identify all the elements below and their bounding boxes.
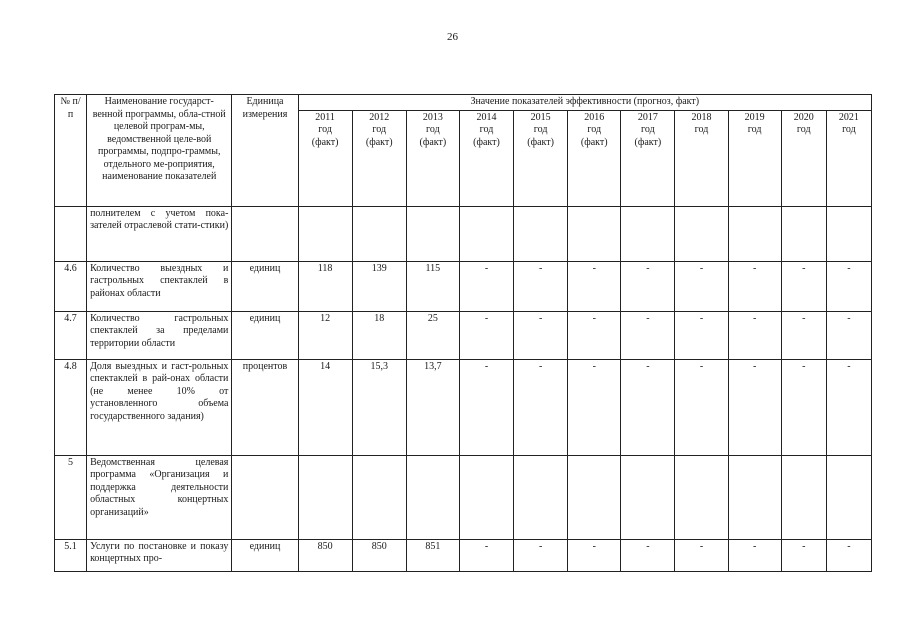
row-value-cell [352,206,406,261]
indicators-table [54,94,872,572]
row-value-cell: 14 [298,359,352,455]
row-value-cell: - [728,359,781,455]
row-value-cell [459,455,513,539]
row-value-cell: - [459,539,513,571]
row-value-cell: 25 [406,311,459,359]
row-value-cell: 115 [406,261,459,311]
header-year: 2017 год (факт) [621,110,675,206]
header-year: 2013 год (факт) [406,110,459,206]
row-value-cell [621,455,675,539]
row-value-cell [728,206,781,261]
row-unit: единиц [232,311,298,359]
row-value-cell: - [826,359,871,455]
row-value-cell: - [781,539,826,571]
row-value-cell: - [568,359,621,455]
row-value-cell: - [675,539,728,571]
row-unit: единиц [232,261,298,311]
row-value-cell: - [621,359,675,455]
row-value-cell: - [621,311,675,359]
header-year: 2019 год [728,110,781,206]
row-value-cell: - [675,311,728,359]
row-value-cell: - [514,311,568,359]
row-value-cell: - [826,539,871,571]
header-col-name: Наименование государст-венной программы, обла-стной целевой програм-мы, ведомственной целе-вой программы, подпро-граммы, отдельного ме-роприятия, наименование показателей [87,95,232,207]
row-number: 4.7 [55,311,87,359]
row-indicator-name: Услуги по постановке и показу концертных про- [87,539,232,571]
row-value-cell [514,206,568,261]
row-value-cell: 15,3 [352,359,406,455]
row-value-cell: - [568,539,621,571]
row-value-cell: - [728,311,781,359]
row-value-cell [459,206,513,261]
header-year: 2021 год [826,110,871,206]
row-value-cell [621,206,675,261]
row-number [55,206,87,261]
row-indicator-name: полнителем с учетом пока-зателей отраслевой стати-стики) [87,206,232,261]
header-year: 2018 год [675,110,728,206]
header-year: 2015 год (факт) [514,110,568,206]
table-row [55,455,872,539]
row-value-cell: - [826,261,871,311]
row-value-cell [568,206,621,261]
row-value-cell [781,455,826,539]
row-indicator-name: Количество выездных и гастрольных спектаклей в районах области [87,261,232,311]
row-value-cell: - [621,539,675,571]
row-value-cell: - [781,311,826,359]
table-row [55,359,872,455]
row-value-cell [568,455,621,539]
table-row [55,311,872,359]
row-value-cell [826,455,871,539]
row-value-cell: - [675,359,728,455]
row-value-cell [728,455,781,539]
row-value-cell: - [621,261,675,311]
row-value-cell: 850 [352,539,406,571]
header-values-group: Значение показателей эффективности (прогноз, факт) [298,95,871,111]
row-value-cell: 118 [298,261,352,311]
row-value-cell: - [781,359,826,455]
row-value-cell: - [728,261,781,311]
row-value-cell: - [781,261,826,311]
row-value-cell [675,455,728,539]
header-year: 2016 год (факт) [568,110,621,206]
row-unit [232,206,298,261]
row-value-cell [514,455,568,539]
row-value-cell: - [568,261,621,311]
table-row [55,261,872,311]
table-row [55,206,872,261]
row-value-cell [826,206,871,261]
row-value-cell: - [728,539,781,571]
header-year: 2014 год (факт) [459,110,513,206]
row-value-cell: - [514,359,568,455]
row-value-cell [406,455,459,539]
row-number: 4.6 [55,261,87,311]
row-value-cell: - [459,261,513,311]
row-value-cell: 850 [298,539,352,571]
header-col-unit: Единица измерения [232,95,298,207]
row-value-cell: - [826,311,871,359]
row-indicator-name: Количество гастрольных спектаклей за пределами территории области [87,311,232,359]
row-unit: единиц [232,539,298,571]
table-row [55,539,872,571]
row-number: 5 [55,455,87,539]
row-value-cell: 139 [352,261,406,311]
row-value-cell [675,206,728,261]
row-indicator-name: Доля выездных и гаст-рольных спектаклей в рай-онах области (не менее 10% от установленного объема государственного задания) [87,359,232,455]
header-year: 2020 год [781,110,826,206]
row-value-cell: 13,7 [406,359,459,455]
row-value-cell [298,455,352,539]
row-value-cell: - [459,359,513,455]
row-value-cell: - [675,261,728,311]
header-year: 2011 год (факт) [298,110,352,206]
row-value-cell [781,206,826,261]
row-unit: процентов [232,359,298,455]
row-value-cell: - [514,539,568,571]
row-value-cell: 12 [298,311,352,359]
header-col-no: № п/п [55,95,87,207]
row-value-cell: - [514,261,568,311]
row-value-cell [406,206,459,261]
page-number: 26 [447,31,458,43]
row-value-cell: 18 [352,311,406,359]
row-value-cell: - [459,311,513,359]
row-number: 5.1 [55,539,87,571]
row-value-cell [298,206,352,261]
row-value-cell: - [568,311,621,359]
row-value-cell: 851 [406,539,459,571]
row-indicator-name: Ведомственная целевая программа «Организация и поддержка деятельности областных концертных организаций» [87,455,232,539]
row-unit [232,455,298,539]
header-year: 2012 год (факт) [352,110,406,206]
row-value-cell [352,455,406,539]
row-number: 4.8 [55,359,87,455]
